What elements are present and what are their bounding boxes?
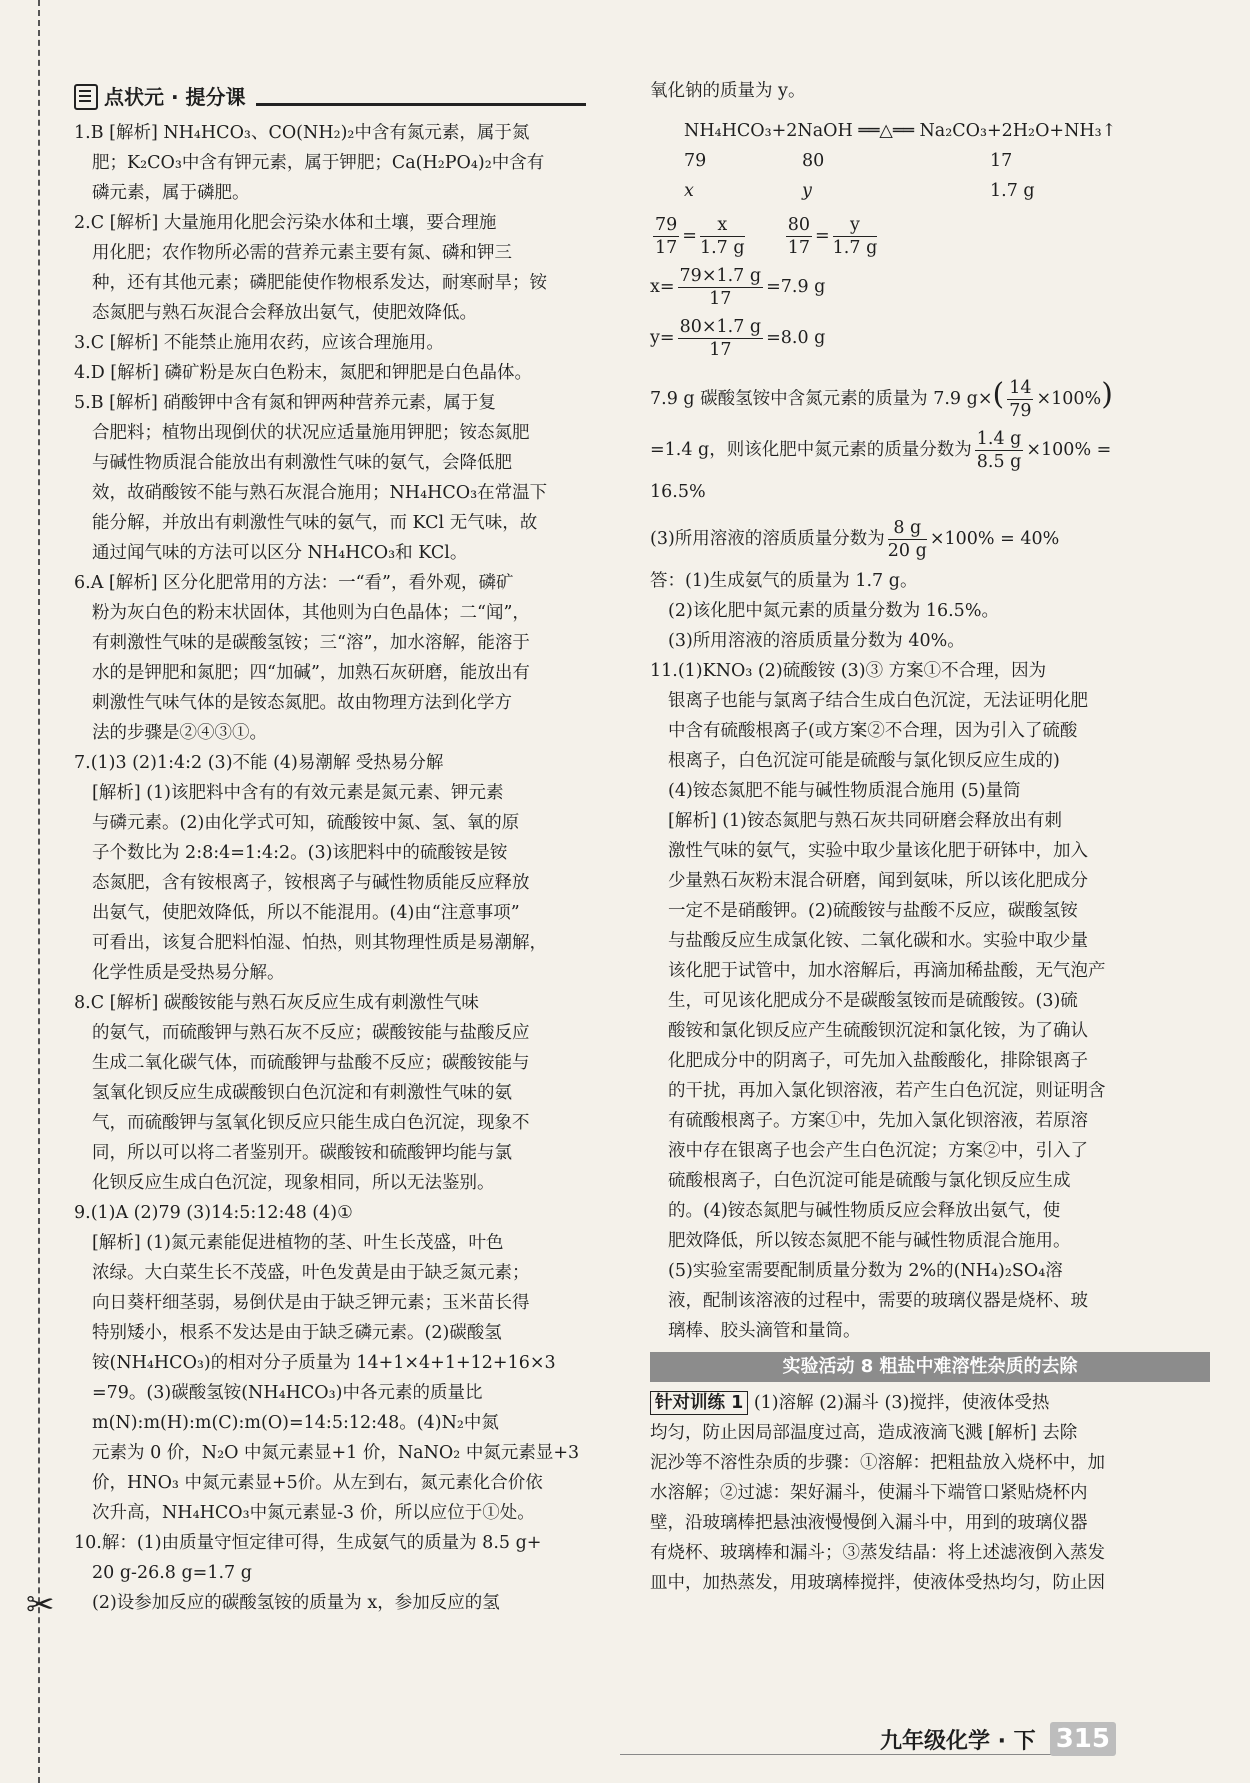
x-rhs: =7.9 g: [766, 277, 826, 297]
answer-line: 根离子，白色沉淀可能是硫酸与氯化钡反应生成的): [668, 751, 1060, 771]
answer-line: 9.(1)A (2)79 (3)14:5:12:48 (4)①: [74, 1203, 353, 1223]
chemical-equation: NH₄HCO₃+2NaOH ══△══ Na₂CO₃+2H₂O+NH₃↑: [684, 121, 1117, 141]
x-calculation: [650, 265, 1210, 310]
y-lhs: y=: [650, 328, 675, 348]
answer-q7: [74, 748, 586, 988]
answer-line: 与盐酸反应生成氯化铵、二氧化碳和水。实验中取少量: [668, 931, 1088, 951]
answer-q2: [74, 208, 586, 328]
left-answers: [74, 118, 586, 1618]
answer-line: 磷元素，属于磷肥。: [92, 183, 250, 203]
answer-line: 种，还有其他元素；磷肥能使作物根系发达，耐寒耐旱；铵: [92, 273, 547, 293]
training-first-line: (1)溶解 (2)漏斗 (3)搅拌，使液体受热: [748, 1393, 1050, 1413]
answer-line: 法的步骤是②④③①。: [92, 723, 267, 743]
answer-line: m(N):m(H):m(C):m(O)=14:5:12:48。(4)N₂中氮: [92, 1413, 499, 1433]
answer-line: 一定不是硝酸钾。(2)硫酸铵与盐酸不反应，碳酸氢铵: [668, 901, 1078, 921]
solute-text: (3)所用溶液的溶质质量分数为: [650, 529, 885, 549]
frac-den: 17: [709, 289, 732, 309]
answer-line: 铵(NH₄HCO₃)的相对分子质量为 14+1×4+1+12+16×3: [92, 1353, 556, 1373]
var-nh3-mass: 1.7 g: [990, 181, 1035, 201]
answer-q10: [74, 1528, 586, 1618]
answer-q9: [74, 1198, 586, 1528]
frac-num: y: [833, 214, 878, 237]
x-frac: [678, 265, 764, 310]
solute-line: [650, 517, 1210, 562]
fraction-frac: [975, 428, 1024, 473]
answer-line: 8.C [解析] 碳酸铵能与熟石灰反应生成有刺激性气味: [74, 993, 479, 1013]
nitrogen-frac: [1007, 377, 1033, 422]
var-y: y: [802, 181, 812, 201]
answer-line: 3.C [解析] 不能禁止施用农药，应该合理施用。: [74, 333, 444, 353]
solute-post: ×100% = 40%: [929, 529, 1060, 549]
frac-num: 8 g: [888, 517, 927, 540]
nitrogen-mass-post: ×100%: [1036, 389, 1102, 409]
solute-frac: [888, 517, 927, 562]
answer-q6: [74, 568, 586, 748]
y-frac: [678, 316, 764, 361]
equation-masses: [684, 146, 1210, 176]
notebook-icon: [74, 84, 98, 110]
answer-line: 银离子也能与氯离子结合生成白色沉淀，无法证明化肥: [668, 691, 1088, 711]
answer-line: 答：(1)生成氨气的质量为 1.7 g。: [650, 571, 918, 591]
answer-line: [解析] (1)氮元素能促进植物的茎、叶生长茂盛，叶色: [92, 1233, 504, 1253]
fraction-text: =1.4 g，则该化肥中氮元素的质量分数为: [650, 440, 972, 460]
var-x: x: [684, 181, 694, 201]
answers-block: [650, 566, 1210, 656]
frac-den: 79: [1009, 401, 1032, 421]
answer-line: 化钡反应生成白色沉淀，现象相同，所以无法鉴别。: [92, 1173, 495, 1193]
nitrogen-mass-line: 7.9 g 碳酸氢铵中含氮元素的质量为 7.9 g×( $\frac{14}{79}$ ×100%): [650, 377, 1113, 421]
nitrogen-mass-text: 7.9 g 碳酸氢铵中含氮元素的质量为 7.9 g×: [650, 389, 993, 409]
answer-line: 肥效降低，所以铵态氮肥不能与碱性物质混合施用。: [668, 1231, 1071, 1251]
answer-line: 20 g-26.8 g=1.7 g: [92, 1563, 252, 1583]
answer-line: 硫酸根离子，白色沉淀可能是硫酸与氯化钡反应生成: [668, 1171, 1071, 1191]
answer-line: [解析] (1)该肥料中含有的有效元素是氮元素、钾元素: [92, 783, 504, 803]
answer-line: [解析] (1)铵态氮肥与熟石灰共同研磨会释放出有刺: [668, 811, 1063, 831]
answer-line: 液中存在银离子也会产生白色沉淀；方案②中，引入了: [668, 1141, 1088, 1161]
answer-line: 能分解，并放出有刺激性气味的氨气，而 KCl 无气味，故: [92, 513, 538, 533]
cut-line: [38, 0, 40, 1783]
answer-line: =79。(3)碳酸氢铵(NH₄HCO₃)中各元素的质量比: [92, 1383, 483, 1403]
frac-num: 1.4 g: [976, 429, 1022, 449]
answer-line: 激性气味的氨气，实验中取少量该化肥于研钵中，加入: [668, 841, 1088, 861]
answer-line: 特别矮小，根系不发达是由于缺乏磷元素。(2)碳酸氢: [92, 1323, 502, 1343]
answer-line: 向日葵杆细茎弱，易倒伏是由于缺乏钾元素；玉米苗长得: [92, 1293, 530, 1313]
frac-num: x: [700, 214, 745, 237]
answer-line: 态氮肥，含有铵根离子，铵根离子与碱性物质能反应释放: [92, 873, 530, 893]
answer-line: 元素为 0 价，N₂O 中氮元素显+1 价，NaNO₂ 中氮元素显+3: [92, 1443, 580, 1463]
answer-line: 化肥成分中的阴离子，可先加入盐酸酸化，排除银离子: [668, 1051, 1088, 1071]
training-badge: 针对训练 1: [650, 1391, 748, 1415]
answer-line: 的。(4)铵态氮肥与碱性物质反应会释放出氨气，使: [668, 1201, 1061, 1221]
answer-q4: [74, 358, 586, 388]
fraction-line: [650, 428, 1210, 473]
answer-line: 11.(1)KNO₃ (2)硫酸铵 (3)③ 方案①不合理，因为: [650, 661, 1047, 681]
answer-line: 效，故硝酸铵不能与熟石灰混合施用；NH₄HCO₃在常温下: [92, 483, 548, 503]
answer-line: 用化肥；农作物所必需的营养元素主要有氮、磷和钾三: [92, 243, 512, 263]
answer-line: 液，配制该溶液的过程中，需要的玻璃仪器是烧杯、玻: [668, 1291, 1088, 1311]
answer-line: 壁，沿玻璃棒把悬浊液慢慢倒入漏斗中，用到的玻璃仪器: [650, 1513, 1088, 1533]
answer-line: 浓绿。大白菜生长不茂盛，叶色发黄是由于缺乏氮元素；: [92, 1263, 530, 1283]
left-column: [74, 82, 586, 1618]
answer-q5: [74, 388, 586, 568]
answer-line: 1.B [解析] NH₄HCO₃、CO(NH₂)₂中含有氮元素，属于氮: [74, 123, 530, 143]
answer-line: 该化肥于试管中，加水溶解后，再滴加稀盐酸，无气泡产: [668, 961, 1106, 981]
answer-line: 璃棒、胶头滴管和量筒。: [668, 1321, 861, 1341]
answer-line: 次升高，NH₄HCO₃中氮元素显-3 价，所以应位于①处。: [92, 1503, 535, 1523]
answer-line: 氢氧化钡反应生成碳酸钡白色沉淀和有刺激性气味的氨: [92, 1083, 512, 1103]
answer-line: 有烧杯、玻璃棒和漏斗；③蒸发结晶：将上述滤液倒入蒸发: [650, 1543, 1105, 1563]
answer-q3: [74, 328, 586, 358]
answer-line: 与磷元素。(2)由化学式可知，硫酸铵中氮、氢、氧的原: [92, 813, 520, 833]
answer-line: 泥沙等不溶性杂质的步骤：①溶解：把粗盐放入烧杯中，加: [650, 1453, 1105, 1473]
frac-x-17g: [700, 214, 745, 259]
answer-line: 皿中，加热蒸发，用玻璃棒搅拌，使液体受热均匀，防止因: [650, 1573, 1105, 1593]
answer-line: 生，可见该化肥成分不是碳酸氢铵而是硫酸铵。(3)硫: [668, 991, 1078, 1011]
answer-line: 子个数比为 2:8:4=1:4:2。(3)该肥料中的硫酸铵是铵: [92, 843, 508, 863]
answer-q8: [74, 988, 586, 1198]
section-bar-title: 实验活动 8 粗盐中难溶性杂质的去除: [782, 1356, 1078, 1377]
answer-line: 刺激性气味气体的是铵态氮肥。故由物理方法到化学方: [92, 693, 512, 713]
answer-line: 水溶解；②过滤：架好漏斗，使漏斗下端管口紧贴烧杯内: [650, 1483, 1088, 1503]
frac-den: 1.7 g: [832, 238, 878, 258]
answer-q1: [74, 118, 586, 208]
frac-y-17g: [833, 214, 878, 259]
frac-den: 17: [709, 340, 732, 360]
answer-line: 的氨气，而硫酸钾与熟石灰不反应；碳酸铵能与盐酸反应: [92, 1023, 530, 1043]
answer-line: 化学性质是受热易分解。: [92, 963, 285, 983]
frac-num: 80: [787, 215, 810, 235]
mass-nh4hco3: 79: [684, 151, 707, 171]
frac-den: 8.5 g: [976, 452, 1022, 472]
frac-num: 14: [1009, 378, 1032, 398]
answer-line: 粉为灰白色的粉末状固体，其他则为白色晶体；二“闻”，: [92, 603, 530, 623]
answer-line: 6.A [解析] 区分化肥常用的方法：一“看”，看外观，磷矿: [74, 573, 514, 593]
answer-line: 与碱性物质混合能放出有刺激性气味的氨气，会降低肥: [92, 453, 512, 473]
answer-line: (2)该化肥中氮元素的质量分数为 16.5%。: [668, 601, 999, 621]
footer-subject: 九年级化学 · 下: [880, 1728, 1036, 1754]
chemical-equation-block: [650, 116, 1210, 206]
section-bar: [650, 1352, 1210, 1382]
answer-line: 少量熟石灰粉末混合研磨，闻到氨味，所以该化肥成分: [668, 871, 1088, 891]
answer-line: 10.解：(1)由质量守恒定律可得，生成氨气的质量为 8.5 g+: [74, 1533, 542, 1553]
answer-line: 肥；K₂CO₃中含有钾元素，属于钾肥；Ca(H₂PO₄)₂中含有: [92, 153, 545, 173]
y-rhs: =8.0 g: [766, 328, 826, 348]
answer-line: 酸铵和氯化钡反应产生硫酸钡沉淀和氯化铵，为了确认: [668, 1021, 1088, 1041]
intro-line: 氧化钠的质量为 y。: [650, 81, 806, 101]
frac-den: 17: [655, 238, 678, 258]
answer-line: (2)设参加反应的碳酸氢铵的质量为 x，参加反应的氢: [92, 1593, 500, 1613]
section-header-title: 点状元 · 提分课: [104, 85, 246, 109]
answer-line: 有刺激性气味的是碳酸氢铵；三“溶”，加水溶解，能溶于: [92, 633, 530, 653]
ratio-line: $\frac{79}{17}$ = $\frac{x}{1.7 g}$ $\frac{80}{17}$ = $\frac{y}{1.7 g}$: [655, 215, 878, 258]
answer-line: 通过闻气味的方法可以区分 NH₄HCO₃和 KCl。: [92, 543, 468, 563]
section-header: [74, 82, 586, 112]
equation-vars: [684, 176, 1210, 206]
answer-line: 均匀，防止因局部温度过高，造成液滴飞溅 [解析] 去除: [650, 1423, 1078, 1443]
header-rule: [256, 103, 586, 106]
answer-line: 价，HNO₃ 中氮元素显+5价。从左到右，氮元素化合价依: [92, 1473, 543, 1493]
answer-line: 合肥料；植物出现倒伏的状况应适量施用钾肥；铵态氮肥: [92, 423, 530, 443]
training-answer: [650, 1388, 1210, 1598]
answer-line: (4)铵态氮肥不能与碱性物质混合施用 (5)量筒: [668, 781, 1021, 801]
x-lhs: x=: [650, 277, 675, 297]
frac-80-17: [786, 214, 812, 259]
frac-num: 79: [655, 215, 678, 235]
answer-line: 态氮肥与熟石灰混合会释放出氨气，使肥效降低。: [92, 303, 477, 323]
answer-line: (3)所用溶液的溶质质量分数为 40%。: [668, 631, 965, 651]
right-column: [650, 76, 1210, 1598]
answer-line: (5)实验室需要配制质量分数为 2%的(NH₄)₂SO₄溶: [668, 1261, 1063, 1281]
frac-num: 79×1.7 g: [679, 266, 762, 286]
answer-line: 生成二氧化碳气体，而硫酸钾与盐酸不反应；碳酸铵能与: [92, 1053, 530, 1073]
answer-line: 2.C [解析] 大量施用化肥会污染水体和土壤，要合理施: [74, 213, 497, 233]
answer-line: 5.B [解析] 硝酸钾中含有氮和钾两种营养元素，属于复: [74, 393, 496, 413]
answer-line: 有硫酸根离子。方案①中，先加入氯化钡溶液，若原溶: [668, 1111, 1088, 1131]
answer-line: 的干扰，再加入氯化钡溶液，若产生白色沉淀，则证明含: [668, 1081, 1106, 1101]
scissors-icon: ✂: [26, 1585, 55, 1625]
frac-den: 20 g: [887, 541, 927, 561]
page-number: 315: [1050, 1722, 1116, 1756]
answer-line: 气，而硫酸钾与氢氧化钡反应只能生成白色沉淀，现象不: [92, 1113, 530, 1133]
answer-line: 中含有硫酸根离子(或方案②不合理，因为引入了硫酸: [668, 721, 1078, 741]
mass-naoh: 80: [802, 151, 825, 171]
mass-nh3: 17: [990, 151, 1013, 171]
answer-line: 出氨气，使肥效降低，所以不能混用。(4)由“注意事项”: [92, 903, 520, 923]
percent-result: 16.5%: [650, 482, 706, 502]
q11-answer: [650, 656, 1210, 1346]
answer-line: 水的是钾肥和氮肥；四“加碱”，加熟石灰研磨，能放出有: [92, 663, 530, 683]
answer-line: [650, 1388, 1210, 1418]
frac-den: 1.7 g: [699, 238, 745, 258]
page-footer: [880, 1722, 1116, 1756]
answer-line: 可看出，该复合肥料怕湿、怕热，则其物理性质是易潮解，: [92, 933, 547, 953]
frac-den: 17: [787, 238, 810, 258]
answer-line: 7.(1)3 (2)1:4:2 (3)不能 (4)易潮解 受热易分解: [74, 753, 444, 773]
answer-line: 同，所以可以将二者鉴别开。碳酸铵和硫酸钾均能与氯: [92, 1143, 512, 1163]
fraction-post: ×100% =: [1026, 440, 1112, 460]
y-calculation: [650, 316, 1210, 361]
answer-line: 4.D [解析] 磷矿粉是灰白色粉末，氮肥和钾肥是白色晶体。: [74, 363, 533, 383]
frac-num: 80×1.7 g: [679, 317, 762, 337]
frac-79-17: [653, 214, 679, 259]
